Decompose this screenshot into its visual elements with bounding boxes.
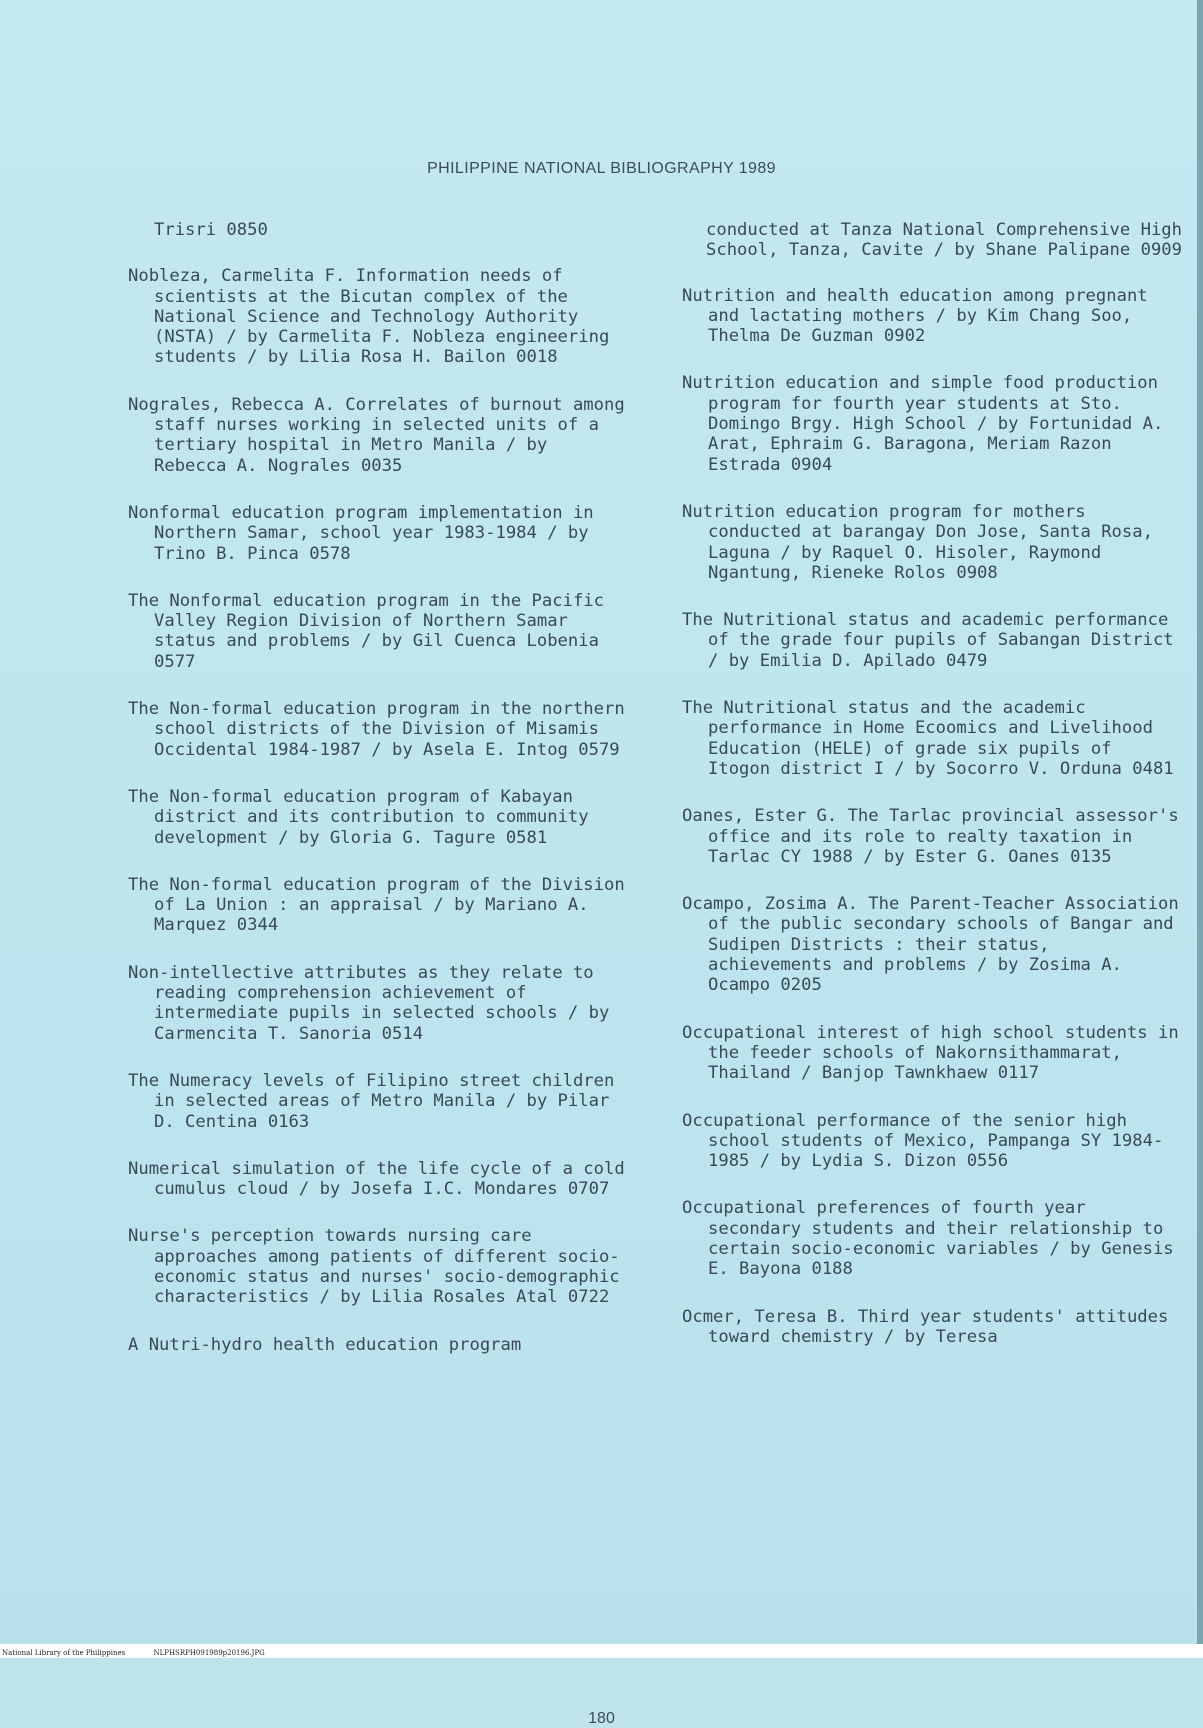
bibliography-entry: Nutrition education and simple food production program for fourth year students at Sto. Domingo Brgy. High School / by Fortunidad A. Arat, Ephraim G. Baragona, Meriam Razon Estrada 0904: [682, 373, 1164, 475]
bibliography-entry: Non-intellective attributes as they relate to reading comprehension achievement of intermediate pupils in selected schools / by Carmencita T. Sanoria 0514: [128, 962, 610, 1044]
bibliography-entry: The Non-formal education program of the Division of La Union : an appraisal / by Mariano A. Marquez 0344: [128, 874, 625, 936]
bibliography-entry-continued: conducted at Tanza National Comprehensive High School, Tanza, Cavite / by Shane Palipane 0909: [706, 220, 1182, 261]
footer-library-name: National Library of the Philippines: [2, 1649, 126, 1657]
bibliography-entry: Nograles, Rebecca A. Correlates of burnout among staff nurses working in selected units of a tertiary hospital in Metro Manila / by Rebecca A. Nograles 0035: [128, 394, 625, 476]
page-header: PHILIPPINE NATIONAL BIBLIOGRAPHY 1989: [427, 160, 776, 177]
bibliography-entry: Ocampo, Zosima A. The Parent-Teacher Association of the public secondary schools of Bangar and Sudipen Districts : their status, achievements and problems / by Zosima A. Ocampo 0205: [682, 894, 1179, 996]
bibliography-entry: The Non-formal education program in the northern school districts of the Division of Misamis Occidental 1984-1987 / by Asela E. Intog 0579: [128, 699, 625, 760]
bibliography-entry: Trisri 0850: [154, 220, 268, 240]
bibliography-entry: Nutrition education program for mothers conducted at barangay Don Jose, Santa Rosa, Laguna / by Raquel O. Hisoler, Raymond Ngantung, Rieneke Rolos 0908: [682, 501, 1153, 583]
bibliography-entry: Occupational interest of high school students in the feeder schools of Nakornsithammarat, Thailand / Banjop Tawnkhaew 0117: [682, 1022, 1179, 1084]
bibliography-entry: Nurse's perception towards nursing care approaches among patients of different socio-economic status and nurses' socio-demographic characteristics / by Lilia Rosales Atal 0722: [128, 1226, 620, 1308]
bibliography-entry: Nobleza, Carmelita F. Information needs of scientists at the Bicutan complex of the National Science and Technology Authority (NSTA) / by Carmelita F. Nobleza engineering students / by Lilia Rosa H. Bailon 0018: [128, 266, 610, 368]
left-column: [128, 220, 628, 1382]
bibliography-entry: Nonformal education program implementation in Northern Samar, school year 1983-1984 / by Trino B. Pinca 0578: [128, 502, 594, 564]
page-number: 180: [588, 1710, 615, 1727]
bibliography-entry: The Numeracy levels of Filipino street children in selected areas of Metro Manila / by Pilar D. Centina 0163: [128, 1070, 615, 1132]
right-column: [682, 220, 1182, 1374]
bibliography-entry: The Nonformal education program in the Pacific Valley Region Division of Northern Samar status and problems / by Gil Cuenca Lobenia 0577: [128, 590, 604, 672]
bibliography-entry: Nutrition and health education among pregnant and lactating mothers / by Kim Chang Soo, Thelma De Guzman 0902: [682, 285, 1148, 347]
bibliography-entry: Oanes, Ester G. The Tarlac provincial assessor's office and its role to realty taxation in Tarlac CY 1988 / by Ester G. Oanes 0135: [682, 806, 1179, 867]
footer-file-name: NLPHSRPH091989p20196.JPG: [153, 1649, 265, 1657]
bibliography-entry: The Nutritional status and the academic performance in Home Ecoomics and Livelihood Education (HELE) of grade six pupils of Itogon district I / by Socorro V. Orduna 0481: [682, 698, 1174, 779]
scan-footer: [2, 1649, 291, 1657]
bibliography-entry: A Nutri-hydro health education program: [128, 1334, 522, 1355]
bibliography-entry: Numerical simulation of the life cycle of a cold cumulus cloud / by Josefa I.C. Mondares 0707: [128, 1158, 625, 1200]
bibliography-entry: The Nutritional status and academic performance of the grade four pupils of Sabangan District / by Emilia D. Apilado 0479: [682, 610, 1174, 671]
bibliography-entry: Occupational preferences of fourth year secondary students and their relationship to certain socio-economic variables / by Genesis E. Bayona 0188: [682, 1198, 1174, 1280]
bibliography-entry: Occupational performance of the senior high school students of Mexico, Pampanga SY 1984-1985 / by Lydia S. Dizon 0556: [682, 1110, 1164, 1172]
page-edge-shadow: [1197, 0, 1203, 1658]
scan-footer-strip: [0, 1644, 1203, 1658]
bibliography-entry: The Non-formal education program of Kabayan district and its contribution to community development / by Gloria G. Tagure 0581: [128, 786, 589, 848]
bibliography-entry: Ocmer, Teresa B. Third year students' attitudes toward chemistry / by Teresa: [682, 1306, 1169, 1347]
